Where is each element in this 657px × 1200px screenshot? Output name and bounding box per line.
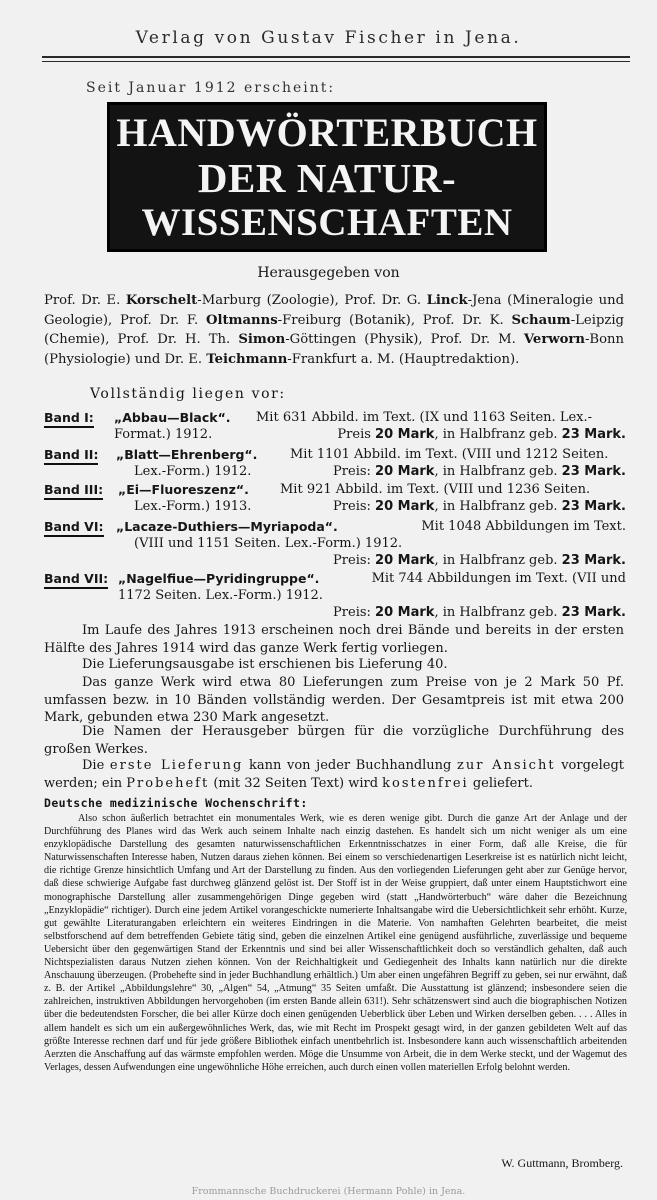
editor-name: Linck [426, 293, 468, 308]
volume-entry [44, 446, 626, 486]
editors-list: Prof. Dr. E. Korschelt-Marburg (Zoologie), Prof. Dr. G. Linck-Jena (Mineralogie und Geologie), Prof. Dr. F. Oltmanns-Freiburg (Botanik), Prof. Dr. K. Schaum-Leipzig (Chemie), Prof. Dr. H. Th. Simon-Göttingen (Physik), Prof. Dr. M. Verworn-Bonn (Physiologie) und Dr. E. Teichmann-Frankfurt a. M. (Hauptredaktion). [44, 293, 625, 367]
editor-name: Teichmann [206, 351, 288, 367]
review-signature: W. Guttmann, Bromberg. [501, 1156, 623, 1170]
editor-name: Korschelt [125, 293, 198, 308]
volume-price: Preis 20 Mark, in Halbfranz geb. 23 Mark. [337, 427, 626, 442]
volume-price: Preis: 20 Mark, in Halbfranz geb. 23 Mark. [333, 464, 626, 479]
printer-imprint: Frommannsche Buchdruckerei (Hermann Pohle) in Jena. [191, 1186, 466, 1197]
paragraph-pricing: Das ganze Werk wird etwa 80 Lieferungen zum Preise von je 2 Mark 50 Pf. umfassen bezw. in 10 Bänden vollständig werden. Der Gesamtpreis ist mit etwa 200 Mark, gebunden etwa 230 Mark angesetzt. [44, 675, 624, 725]
volume-title: „Abbau—Black“. [114, 410, 231, 425]
title-line-2: DER NATUR- [197, 155, 457, 201]
volume-details: Mit 744 Abbildungen im Text. (VII und [371, 571, 626, 586]
editor-name: Schaum [511, 312, 571, 328]
header-rule-thin [42, 61, 630, 62]
paragraph-editors-note: Die Namen der Herausgeber bürgen für die vorzügliche Durchführung des großen Werkes. [44, 724, 624, 757]
volume-details: Mit 1101 Abbild. im Text. (VIII und 1212 Seiten. [290, 447, 609, 462]
volume-title: „Lacaze-Duthiers—Myriapoda“. [116, 519, 338, 534]
volume-format: Lex.-Form.) 1913. [134, 499, 252, 514]
volume-entry [44, 518, 626, 576]
volume-details: Mit 921 Abbild. im Text. (VIII und 1236 Seiten. [280, 482, 591, 497]
editor-name: Simon [238, 332, 286, 347]
volume-number: Band VI: [44, 518, 104, 537]
volume-number: Band III: [44, 481, 103, 500]
title-line-3: WISSENSCHAFTEN [141, 201, 513, 244]
volume-entry [44, 409, 626, 449]
volume-number: Band I: [44, 409, 94, 428]
paragraph-schedule: Im Laufe des Jahres 1913 erscheinen noch drei Bände und bereits in der ersten Hälfte des Jahres 1914 wird das ganze Werk fertig vorliegen. [44, 623, 624, 656]
paragraph-sample-offer: Die erste Lieferung kann von jeder Buchhandlung zur Ansicht vorgelegt werden; ein Probeheft (mit 32 Seiten Text) wird kostenfrei geliefert. [44, 758, 624, 791]
volume-price: Preis: 20 Mark, in Halbfranz geb. 23 Mark. [333, 553, 626, 568]
paragraph-delivery: Die Lieferungsausgabe ist erschienen bis Lieferung 40. [82, 657, 448, 672]
volume-title: „Blatt—Ehrenberg“. [116, 447, 258, 462]
volume-details: Mit 1048 Abbildungen im Text. [421, 519, 626, 534]
title-banner [107, 102, 547, 252]
volume-number: Band VII: [44, 570, 108, 589]
volume-number: Band II: [44, 446, 98, 465]
volume-format: (VIII und 1151 Seiten. Lex.-Form.) 1912. [134, 536, 403, 551]
editor-name: Oltmanns [205, 312, 278, 328]
volume-entry [44, 570, 626, 628]
volume-format: 1172 Seiten. Lex.-Form.) 1912. [118, 588, 323, 603]
publication-since: Seit Januar 1912 erscheint: [86, 80, 336, 96]
volume-title: „Nagelfiue—Pyridingruppe“. [118, 571, 320, 586]
title-line-1: HANDWÖRTERBUCH [116, 110, 538, 155]
volume-price: Preis: 20 Mark, in Halbfranz geb. 23 Mark. [333, 499, 626, 514]
editor-name: Verworn [523, 332, 585, 347]
review-text: Also schon äußerlich betrachtet ein monumentales Werk, wie es deren wenige gibt. Durch die ganze Art der Anlage und der Durchführung des Planes wird das Werk auch seinem Inhalte nach einzig dastehen. Es handelt sich um nicht weniger als um eine enzyklopädische Darstellung des gesamten naturwissenschaftlichen Erkenntnisschatzes in einer Form, daß alle Kreise, die für Naturwissenschaften Interesse haben, Nutzen daraus ziehen können. Bei einem so verschiedenartigen Leserkreise ist es natürlich nicht leicht, die richtige Grenze hinsichtlich Umfang und Art der Darstellung zu finden. Aus den vorliegenden Lieferungen geht aber zur Genüge hervor, daß diese schwierige Aufgabe fast durchweg glänzend gelöst ist. Der Stoff ist in der Weise gruppiert, daß unter einem Hauptstichwort eine monographische Darstellung aller zusammengehörigen Dinge gegeben wird (statt „Handwörterbuch“ wäre daher die Bezeichnung „Enzyklopädie“ richtiger). Durch eine jedem Artikel vorangeschickte numerierte Inhaltsangabe wird die Uebersichtlichkeit sehr erhöht. Kurze, gut gewählte Literaturangaben erleichtern ein weiteres Eindringen in die Materie. Von namhaften Gelehrten bearbeitet, die meist selbstforschend auf dem betreffenden Gebiete tätig sind, geben die einzelnen Artikel eine genügend ausführliche, zuverlässige und bequeme Uebersicht über den gegenwärtigen Stand der Erkenntnis und sind bei aller Wissenschaftlichkeit doch so verständlich gehalten, daß auch Nichtspezialisten daraus Nutzen ziehen können. Von der Reichhaltigkeit und Gediegenheit des Inhalts kann natürlich nur die direkte Anschauung überzeugen. (Probehefte sind in jeder Buchhandlung erhältlich.) Um aber einen ungefähren Begriff zu geben, sei nur erwähnt, daß z. B. der Artikel „Abbildungslehre“ 30, „Algen“ 54, „Atmung“ 35 Seiten umfaßt. Die Ausstattung ist glänzend; insbesondere seien die zahlreichen, instruktiven Abbildungen hervorgehoben (im ersten Bande allein 631!). Sehr schätzenswert sind auch die biographischen Notizen über die bedeutendsten Forscher, die bei aller Kürze doch einen genügenden Ueberblick über Leben und Wirken derselben geben. . . . Alles in allem handelt es sich um ein außergewöhnliches Werk, das, wie mit Recht im Prospekt gesagt wird, in der ganzen gebildeten Welt auf das größte Interesse rechnen darf und für jede größere Bibliothek einfach unentbehrlich ist. Insbesondere kann auch wissenschaftlich arbeitenden Aerzten die Anschaffung auf das wärmste empfohlen werden. Möge die Unsumme von Arbeit, die in dem Werke steckt, und der Wagemut des Verlages, dessen Aufwendungen eine ungewöhnliche Höhe erreichen, auch durch einen vollen materiellen Erfolg belohnt werden. [44, 813, 627, 1073]
review-source: Deutsche medizinische Wochenschrift: [44, 796, 308, 810]
volume-format: Format.) 1912. [114, 427, 213, 442]
volume-title: „Ei—Fluoreszenz“. [118, 482, 249, 497]
available-volumes-label: Vollständig liegen vor: [90, 386, 286, 402]
volume-price: Preis: 20 Mark, in Halbfranz geb. 23 Mark. [333, 605, 626, 620]
volume-format: Lex.-Form.) 1912. [134, 464, 252, 479]
volume-details: Mit 631 Abbild. im Text. (IX und 1163 Seiten. Lex.- [256, 410, 593, 425]
header-rule [42, 56, 630, 58]
editors-label: Herausgegeben von [257, 265, 400, 281]
volume-entry [44, 481, 626, 521]
publisher-line: Verlag von Gustav Fischer in Jena. [135, 28, 522, 48]
